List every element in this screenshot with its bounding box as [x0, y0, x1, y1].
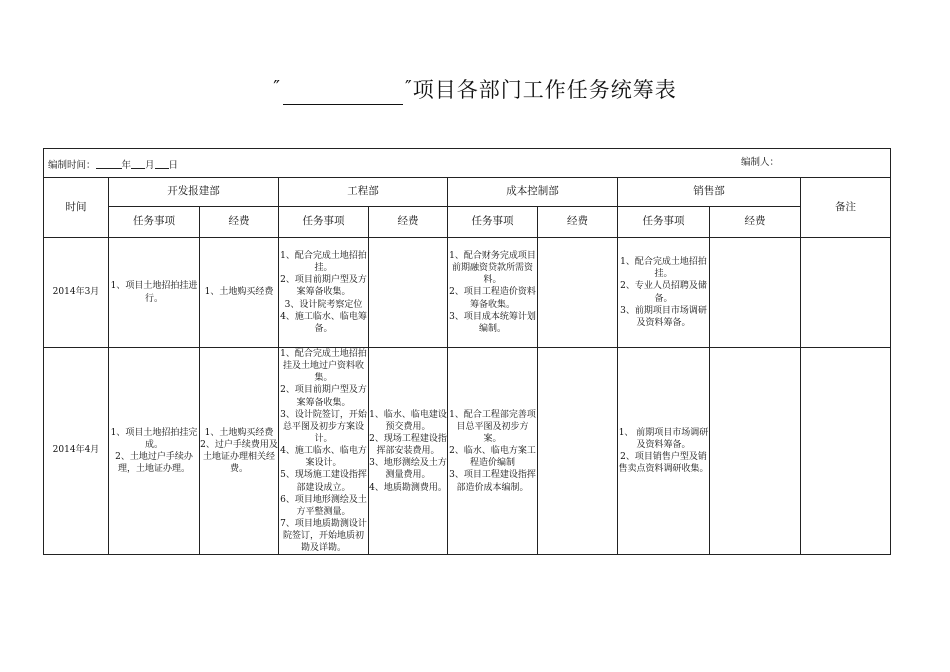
- title-close-quote: ″: [405, 77, 413, 98]
- header-cost: 经费: [200, 207, 279, 238]
- cell-line: 2、项目销售户型及销售卖点资料调研收集。: [618, 452, 709, 475]
- header-row-sub: [44, 207, 891, 238]
- meta-row: [44, 149, 891, 178]
- header-task: 任务事项: [109, 207, 200, 238]
- header-dept-development: 开发报建部: [109, 178, 279, 207]
- date-line: [48, 157, 178, 172]
- cell-line: 6、项目地形测绘及土方平整测量。: [280, 494, 367, 517]
- year-blank: [96, 157, 122, 169]
- cell-line: 3、项目成本统筹计划编制。: [449, 311, 536, 334]
- cell-line: 4、地质勘测费用。: [369, 482, 447, 493]
- table-cell: [200, 348, 279, 555]
- cell-line: 1、配合完成土地招拍挂及土地过户资料收集。: [280, 349, 367, 384]
- table-cell: [279, 238, 369, 348]
- table-cell: [369, 348, 448, 555]
- table-row: [44, 238, 891, 348]
- table-cell: [710, 348, 801, 555]
- editor-label: 编制人：: [741, 157, 780, 168]
- day-blank: [155, 157, 169, 169]
- row-time: 2014年4月: [44, 348, 109, 555]
- table-cell: [200, 238, 279, 348]
- table-cell: [801, 348, 891, 555]
- cell-line: 1、项目土地招拍挂进行。: [110, 281, 198, 304]
- task-table: [43, 148, 891, 555]
- cell-line: 4、施工临水、临电筹备。: [280, 311, 367, 334]
- cell-line: 2、项目工程造价资料筹备收集。: [449, 287, 536, 310]
- header-task: 任务事项: [448, 207, 538, 238]
- cell-line: 1、配合财务完成项目前期融资贷款所需资料。: [449, 251, 536, 286]
- header-cost: 经费: [710, 207, 801, 238]
- table-cell: [618, 238, 710, 348]
- cell-line: 1、配合完成土地招拍挂。: [280, 251, 367, 274]
- year-label: 年: [121, 160, 132, 171]
- cell-line: 3、设计院考察定位: [284, 299, 363, 310]
- header-task: 任务事项: [618, 207, 710, 238]
- cell-line: 2、现场工程建设指挥部安装费用。 3、地形测绘及土方测量费用。: [369, 433, 447, 481]
- table-cell: [710, 238, 801, 348]
- header-dept-cost-control: 成本控制部: [448, 178, 618, 207]
- table-cell: [369, 238, 448, 348]
- header-cost: 经费: [369, 207, 448, 238]
- cell-line: 2、专业人员招聘及储备。: [620, 281, 707, 304]
- table-cell: [448, 348, 538, 555]
- page-title: [273, 74, 676, 105]
- cell-line: 1、土地购买经费: [204, 427, 274, 438]
- table-cell: [618, 348, 710, 555]
- table-cell: [538, 238, 618, 348]
- cell-line: 2、项目前期户型及方案筹备收集。: [280, 275, 367, 298]
- table-cell: [279, 348, 369, 555]
- header-cost: 经费: [538, 207, 618, 238]
- month-blank: [131, 157, 145, 169]
- cell-line: 3、设计院签订，开始总平图及初步方案设计。: [280, 409, 367, 444]
- table-cell: [538, 348, 618, 555]
- title-text: 项目各部门工作任务统筹表: [412, 78, 677, 102]
- row-time: 2014年3月: [44, 238, 109, 348]
- cell-line: 1、 前期项目市场调研及资料筹备。: [618, 427, 709, 451]
- title-project-name-blank: [283, 78, 403, 105]
- header-remark: 备注: [801, 178, 891, 238]
- cell-line: 7、项目地质勘测设计院签订，开始地质初勘及详勘。: [280, 518, 367, 554]
- cell-line: 1、配合工程部完善项目总平图及初步方案。: [449, 409, 536, 444]
- header-task: 任务事项: [279, 207, 369, 238]
- table-cell: [801, 238, 891, 348]
- cell-line: 2、土地过户手续办理，土地证办理。: [115, 452, 193, 475]
- cell-line: 4、施工临水、临电方案设计。: [280, 446, 367, 469]
- table-body: [44, 238, 891, 555]
- cell-line: 1、土地购买经费: [204, 287, 274, 298]
- header-row-departments: [44, 178, 891, 207]
- month-label: 月: [145, 160, 155, 171]
- header-dept-sales: 销售部: [618, 178, 801, 207]
- table-cell: [109, 238, 200, 348]
- cell-line: 1、项目土地招拍挂完成。: [110, 427, 198, 451]
- cell-line: 1、配合完成土地招拍挂。: [620, 257, 707, 280]
- table-cell: [109, 348, 200, 555]
- cell-line: 5、现场施工建设指挥部建设成立。: [280, 470, 367, 493]
- title-area: [0, 74, 950, 105]
- cell-line: 3、项目工程建设指挥部造价成本编制。: [449, 470, 536, 493]
- meta-cell: [44, 149, 891, 178]
- header-dept-engineering: 工程部: [279, 178, 448, 207]
- table-cell: [448, 238, 538, 348]
- day-label: 日: [168, 160, 179, 171]
- cell-line: 3、前期项目市场调研及资料筹备。: [620, 305, 707, 328]
- cell-line: 1、临水、临电建设预交费用。: [369, 409, 447, 432]
- header-time: 时间: [44, 178, 109, 238]
- cell-line: 2、过户手续费用及土地证办理相关经费。: [200, 440, 278, 475]
- date-label: 编制时间：: [48, 160, 96, 171]
- title-open-quote: ″: [273, 77, 281, 98]
- cell-line: 2、项目前期户型及方案筹备收集。: [280, 385, 367, 408]
- cell-line: 2、临水、临电方案工程造价编制: [449, 446, 536, 469]
- table-row: [44, 348, 891, 555]
